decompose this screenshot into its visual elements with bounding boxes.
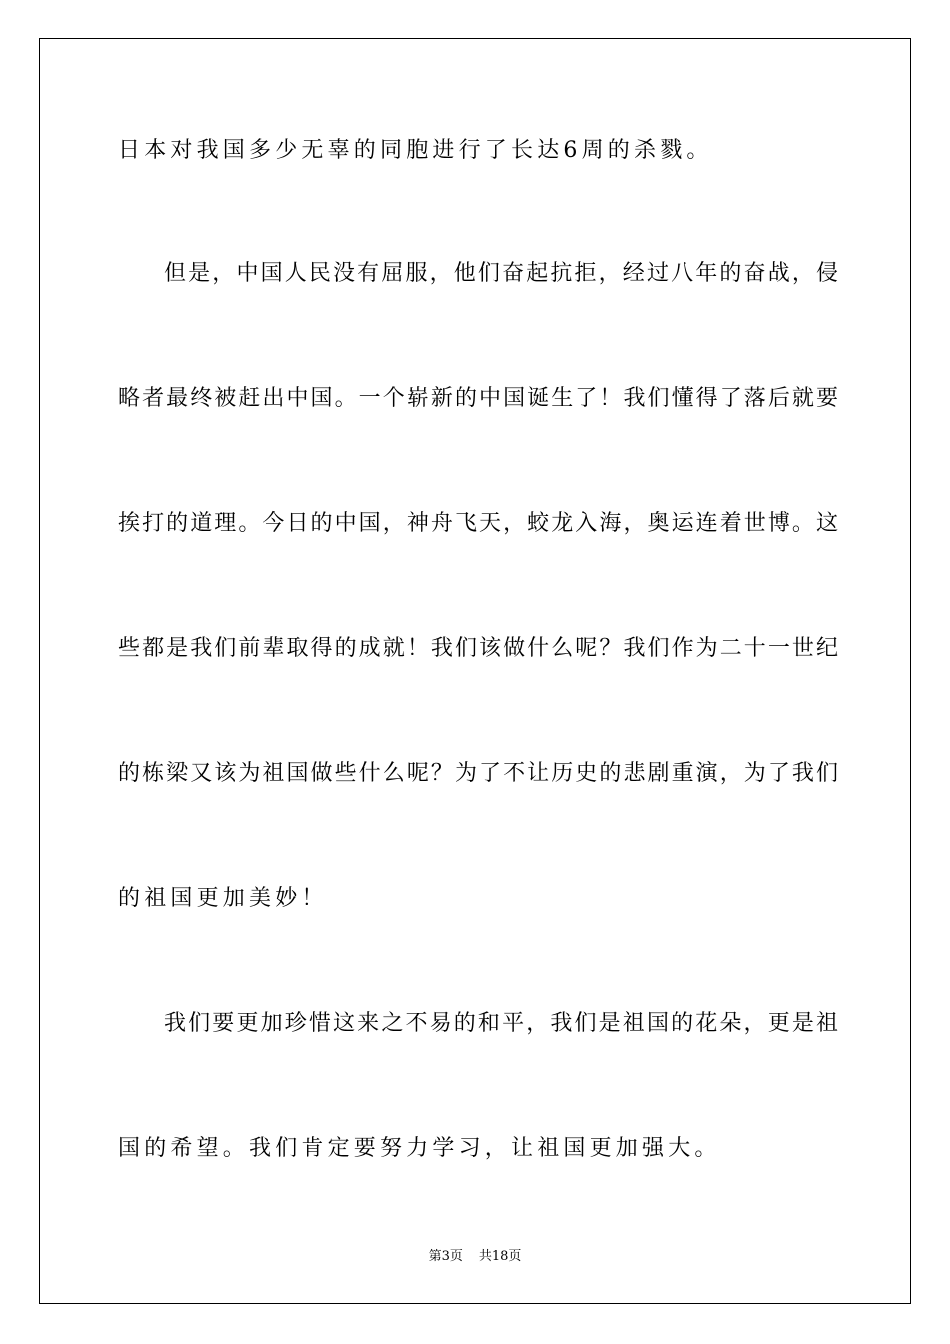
text-line: 的栋梁又该为祖国做些什么呢？为了不让历史的悲剧重演，为了我们 <box>118 761 838 786</box>
page-footer <box>0 1248 950 1266</box>
paragraph-first-line: 但是，中国人民没有屈服，他们奋起抗拒，经过八年的奋战，侵 <box>164 261 838 286</box>
text-line: 国的希望。我们肯定要努力学习，让祖国更加强大。 <box>118 1136 721 1161</box>
text-line: 挨打的道理。今日的中国，神舟飞天，蛟龙入海，奥运连着世博。这 <box>118 511 838 536</box>
text-line: 日本对我国多少无辜的同胞进行了长达6周的杀戮。 <box>118 138 713 163</box>
text-line: 略者最终被赶出中国。一个崭新的中国诞生了！我们懂得了落后就要 <box>118 386 838 411</box>
page-border <box>39 38 911 1304</box>
page-number: 第3页 <box>428 1249 463 1264</box>
text-line: 的祖国更加美妙！ <box>118 886 328 911</box>
paragraph-first-line: 我们要更加珍惜这来之不易的和平，我们是祖国的花朵，更是祖 <box>164 1011 838 1036</box>
page-total: 共18页 <box>478 1249 522 1264</box>
text-line: 些都是我们前辈取得的成就！我们该做什么呢？我们作为二十一世纪 <box>118 636 838 661</box>
